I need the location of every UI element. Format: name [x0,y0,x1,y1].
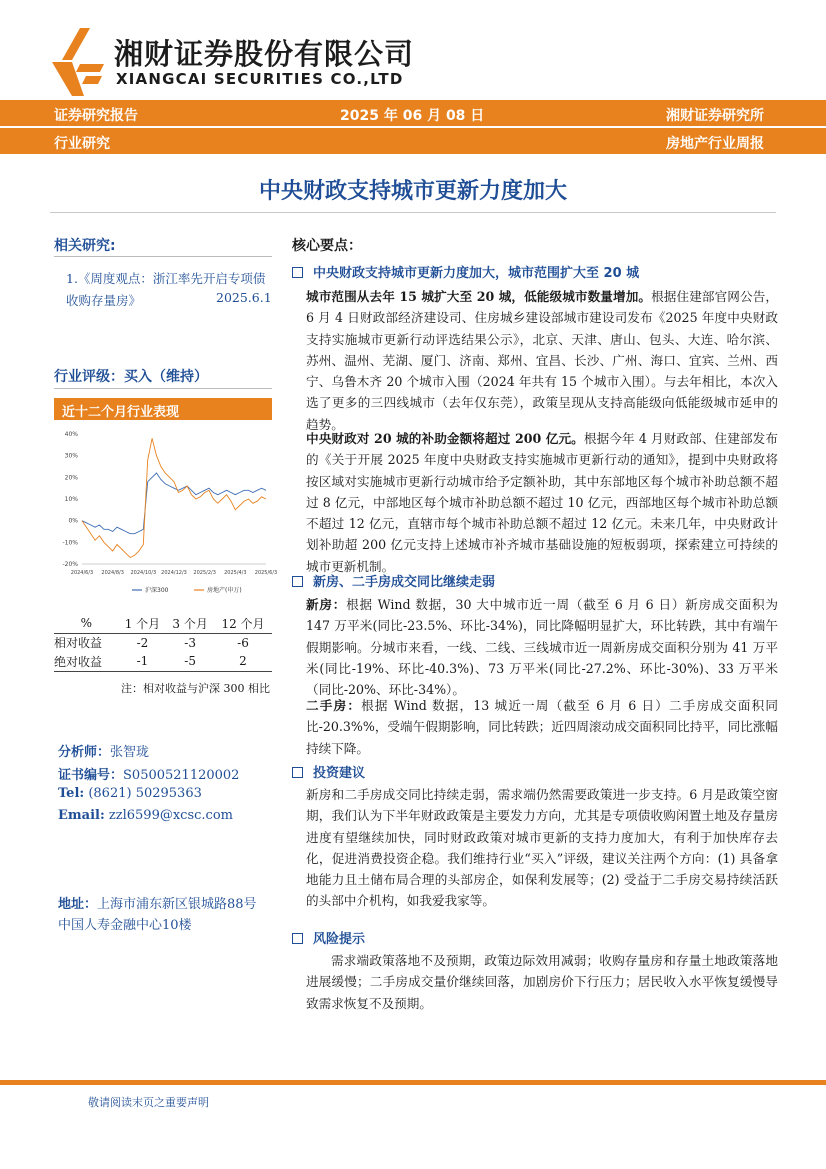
industry-rating: 行业评级：买入（维持） [54,369,208,385]
paragraph-lead: 新房： [306,597,347,612]
section-heading-3 [292,762,365,781]
table-row [54,633,272,652]
paragraph-investment: 新房和二手房成交同比持续走弱，需求端仍然需要政策进一步支持。6 月是政策空窗期，我们认为下半年财政政策是主要发力方向，尤其是专项债收购闲置土地及存量房进度有望继续加快，同时财政政策对城市更新的支持力度加大，有利于加快库存去化，促进消费投资企稳。我们维持行业“买入”评级，建议关注两个方向：(1) 具备拿地能力且土储布局合理的头部房企，如保利发展等；(2) 受益于二手房交易持续活跃的头部中介机构，如我爱我家等。 [306,787,778,909]
section-heading-1 [292,262,639,281]
table-header-row [54,614,272,633]
table-cell: -6 [237,635,249,650]
header-band-top [0,100,826,126]
address-line [58,893,257,912]
x-tick-label: 2025/4/3 [224,570,247,576]
table-cell: -2 [136,635,149,650]
performance-chart-svg [54,424,278,602]
report-date: 2025 年 06 月 08 日 [340,108,485,124]
related-research-item[interactable]: 1.《周度观点：浙江率先开启专项债收购存量房》 [66,271,266,308]
table-cell: -1 [119,652,167,671]
cert-label: 证书编号： [58,768,124,783]
company-name-en: XIANGCAI SECURITIES CO.,LTD [116,70,404,88]
checkbox-bullet-icon [292,767,303,778]
core-points-heading: 核心要点： [292,238,362,254]
footer-bar [0,1080,826,1085]
address-line-1: 上海市浦东新区银城路88号 [97,897,257,912]
section-title: 投资建议 [313,766,366,781]
cert-line [58,764,239,783]
section-heading-2 [292,571,495,590]
email-label: Email: [58,808,105,823]
y-tick-label: 0% [68,517,78,525]
table-row [54,652,272,671]
series-line [82,438,266,557]
table-header-cell: % [54,614,119,633]
xiangcai-logo-icon [50,26,106,98]
x-tick-label: 2024/10/3 [130,570,157,576]
company-logo [50,26,415,98]
page-title: 中央财政支持城市更新力度加大 [258,179,567,204]
report-type: 证券研究报告 [54,108,138,124]
section-heading-4 [292,928,365,947]
analyst-label: 分析师： [58,745,111,760]
table-header-cell: 1 个月 [119,614,167,633]
analyst-line [58,741,149,760]
address-line-2: 中国人寿金融中心10楼 [58,918,192,933]
footer-disclaimer[interactable]: 敬请阅读末页之重要声明 [88,1096,209,1109]
legend-label: 沪深300 [145,587,169,594]
section-title: 中央财政支持城市更新力度加大，城市范围扩大至 20 城 [313,266,640,281]
y-tick-label: -10% [62,539,78,547]
paragraph-city-scope [306,286,778,435]
tel-number: (8621) 50295363 [88,786,202,801]
paragraph-body: 根据 Wind 数据，30 大中城市近一周（截至 6 月 6 日）新房成交面积为 147 万平米(同比-23.5%、环比-34%)，同比降幅明显扩大，环比转跌，其中有端午假期影响。分城市来看，一线、二线、三线城市近一周新房成交面积分别为 41 万平米(同比-19%、环比-40.3%)、73 万平米(同比-27.2%、环比-30%)、33 万平米（同比-20%、环比-34%）。 [306,597,778,698]
paragraph-body: 根据今年 4 月财政部、住建部发布的《关于开展 2025 年度中央财政支持实施城市更新行动的通知》，提到中央财政将按区域对实施城市更新行动城市给予定额补助，其中东部地区每个城市补助总额不超过 8 亿元，中部地区每个城市补助总额不超过 10 亿元，西部地区每个城市补助总额不超过 12 亿元，直辖市每个城市补助总额不超过 12 亿元。未来几年，中央财政计划补助超 200 亿元支持上述城市补齐城市基础设施的短板弱项，探索建立可持续的城市更新机制。 [306,431,778,574]
cert-number: S0500521120002 [123,768,240,783]
y-tick-label: 20% [64,474,78,482]
rating-divider [54,388,272,389]
related-research-heading: 相关研究: [54,238,116,254]
tel-line [58,786,202,801]
paragraph-body: 根据 Wind 数据，13 城近一周（截至 6 月 6 日）二手房成交面积同比-20.3%%，受端午假期影响，同比转跌；近四周滚动成交面积同比持平，同比涨幅持续下降。 [306,698,779,756]
performance-heading: 近十二个月行业表现 [54,398,272,420]
email-address[interactable]: zzl6599@xcsc.com [108,808,233,823]
email-line [58,808,233,823]
table-cell: -5 [166,652,214,671]
paragraph-body: 根据住建部官网公告，6 月 4 日财政部经济建设司、住房城乡建设部城市建设司发布《2025 年度中央财政支持实施城市更新行动评选结果公示》，北京、天津、唐山、包头、大连、哈尔滨、苏州、温州、芜湖、厦门、济南、郑州、宜昌、长沙、广州、海口、宜宾、兰州、西宁、乌鲁木齐 20 个城市入围（2024 年共有 15 个城市入围）。与去年相比，本次入选了更多的三四线城市（去年仅东莞），政策呈现从支持高能级向低能级城市延申的趋势。 [306,289,779,432]
performance-chart [54,424,278,602]
paragraph-lead: 二手房： [306,698,362,713]
y-tick-label: 30% [64,452,78,460]
performance-table [54,614,272,672]
legend-label: 房地产(申万) [207,587,242,594]
report-category: 行业研究 [54,136,110,152]
row-label: 绝对收益 [54,652,119,671]
x-tick-label: 2024/6/3 [70,570,94,576]
table-header-cell: 3 个月 [166,614,214,633]
x-tick-label: 2025/6/3 [254,570,278,576]
x-tick-label: 2024/12/3 [161,570,187,576]
title-divider [50,212,776,213]
x-tick-label: 2024/8/3 [101,570,124,576]
report-subcategory: 房地产行业周报 [666,136,764,152]
x-tick-label: 2025/2/3 [193,570,216,576]
y-tick-label: 40% [64,431,78,438]
header-band-bottom [0,128,826,154]
y-tick-label: -20% [62,561,78,568]
table-note: 注：相对收益与沪深 300 相比 [121,682,270,695]
company-name-cn: 湘财证券股份有限公司 [114,37,415,71]
address-label: 地址： [58,897,98,912]
table-header-cell: 12 个月 [214,614,272,633]
paragraph-subsidy [306,428,778,577]
paragraph-risk: 需求端政策落地不及预期，政策边际效用减弱；收购存量房和存量土地政策落地进展缓慢；二手房成交量价继续回落，加剧房价下行压力；居民收入水平恢复缓慢导致需求恢复不及预期。 [306,953,778,1011]
analyst-name: 张智珑 [110,745,150,760]
paragraph-second-hand [306,695,778,759]
checkbox-bullet-icon [292,267,303,278]
related-divider [54,256,272,257]
row-label: 相对收益 [54,636,103,651]
related-research-date: 2025.6.1 [216,290,272,305]
paragraph-lead: 中央财政对 20 城的补助金额将超过 200 亿元。 [306,431,584,446]
tel-label: Tel: [58,786,85,801]
paragraph-new-homes [306,594,778,700]
paragraph-lead: 城市范围从去年 15 城扩大至 20 城，低能级城市数量增加。 [306,289,652,304]
table-cell: 2 [214,652,272,671]
section-title: 新房、二手房成交同比继续走弱 [313,575,496,590]
table-cell: -3 [184,635,196,650]
checkbox-bullet-icon [292,576,303,587]
checkbox-bullet-icon [292,933,303,944]
institute: 湘财证券研究所 [666,108,764,124]
section-title: 风险提示 [313,932,366,947]
y-tick-label: 10% [64,496,78,503]
